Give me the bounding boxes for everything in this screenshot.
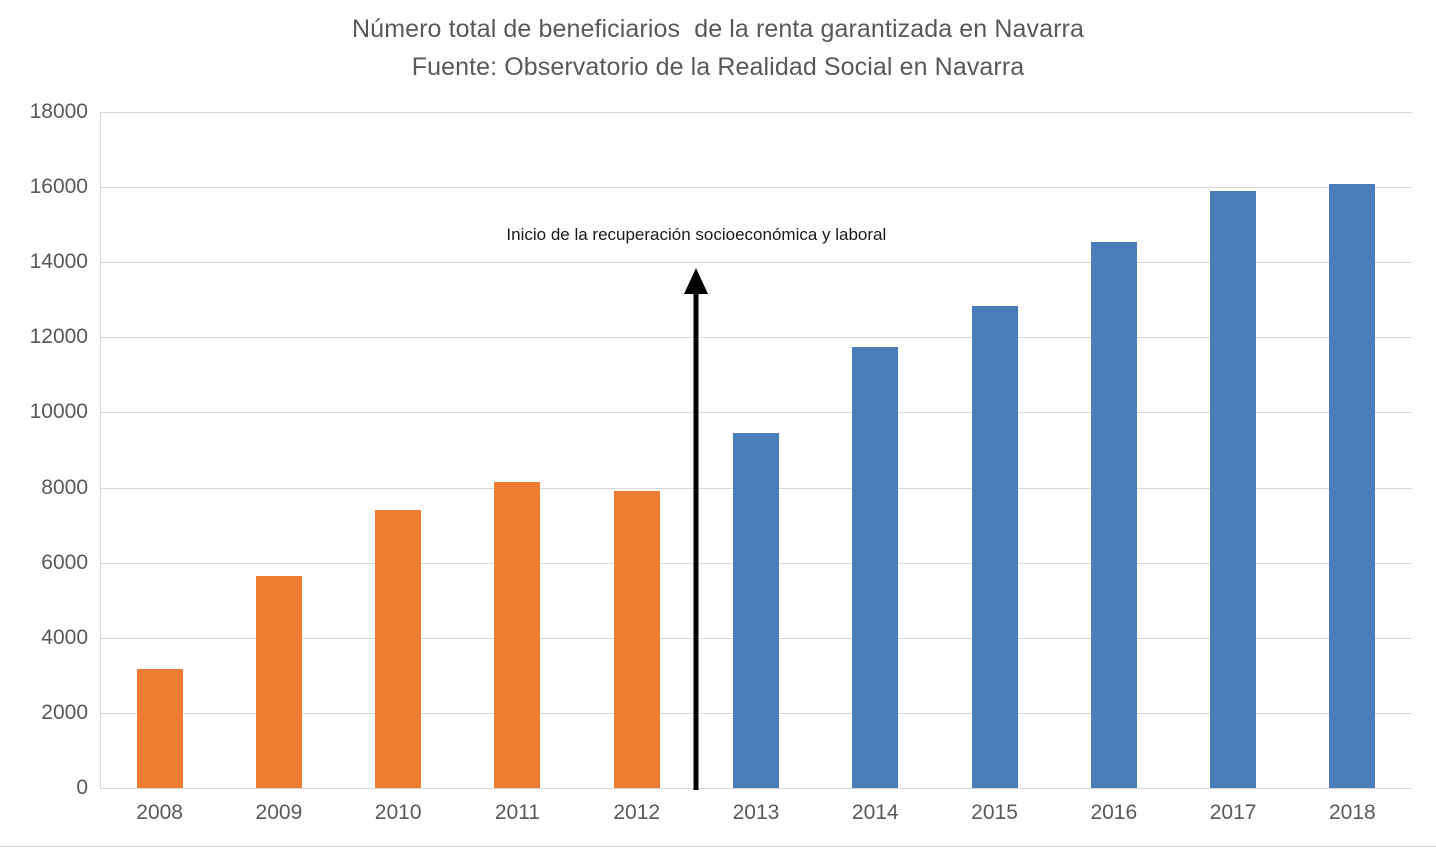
x-axis-tick-label: 2008 — [136, 801, 183, 824]
x-axis-tick-label: 2014 — [851, 801, 899, 824]
x-axis-tick-label: 2018 — [1328, 801, 1376, 824]
y-axis-tick-label: 8000 — [41, 475, 88, 499]
bar-2014[interactable] — [852, 347, 898, 788]
x-axis-tick-label: 2016 — [1090, 801, 1138, 824]
y-axis-tick-label: 2000 — [41, 700, 88, 724]
bar-2015[interactable] — [972, 306, 1018, 788]
bar-2012[interactable] — [614, 491, 660, 788]
y-axis-tick-label: 18000 — [29, 100, 88, 123]
y-axis-tick-label: 14000 — [29, 250, 88, 274]
y-axis-tick-label: 16000 — [29, 175, 88, 199]
chart-subtitle: Fuente: Observatorio de la Realidad Social en Navarra — [411, 53, 1025, 81]
bar-2009[interactable] — [256, 576, 302, 788]
y-axis-tick-label: 12000 — [29, 325, 88, 349]
x-axis-tick-label: 2015 — [971, 801, 1018, 824]
plot-area — [100, 112, 1412, 788]
gridline — [100, 187, 1412, 188]
x-axis-tick-label: 2012 — [613, 801, 661, 824]
annotation-arrow-up-icon — [676, 268, 716, 790]
bar-2013[interactable] — [733, 433, 779, 788]
gridline — [100, 788, 1412, 789]
bar-2016[interactable] — [1091, 242, 1137, 788]
y-axis-tick-label: 10000 — [29, 400, 88, 424]
x-axis-tick-label: 2017 — [1209, 801, 1257, 824]
x-axis-tick-label: 2009 — [255, 801, 303, 824]
bar-2010[interactable] — [375, 510, 421, 788]
bar-2011[interactable] — [494, 482, 540, 788]
gridline — [100, 112, 1412, 113]
y-axis-tick-label: 0 — [76, 776, 88, 799]
bottom-rule — [0, 846, 1436, 847]
x-axis-tick-label: 2011 — [494, 801, 541, 824]
bar-2017[interactable] — [1210, 191, 1256, 788]
bar-2018[interactable] — [1329, 184, 1375, 788]
x-axis-tick-label: 2013 — [732, 801, 780, 824]
annotation-label: Inicio de la recuperación socioeconómica y laboral — [506, 225, 887, 244]
bar-2008[interactable] — [137, 669, 183, 788]
y-axis-tick-label: 6000 — [41, 550, 88, 574]
y-axis-tick-label: 4000 — [41, 625, 88, 649]
chart-title: Número total de beneficiarios de la renta garantizada en Navarra — [352, 15, 1084, 43]
x-axis-tick-label: 2010 — [374, 801, 422, 824]
chart-title-block — [0, 10, 1436, 86]
